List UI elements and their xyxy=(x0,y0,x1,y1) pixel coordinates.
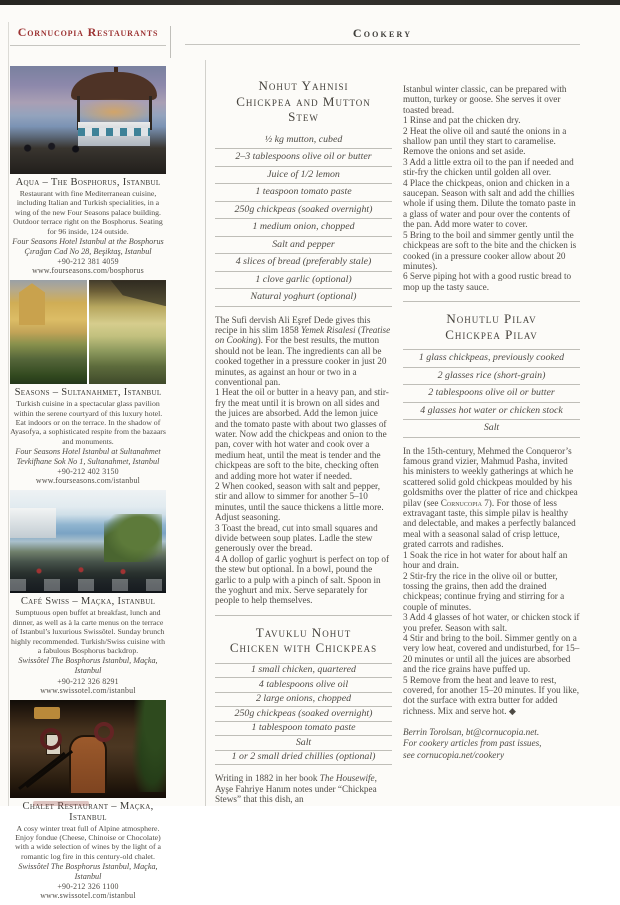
restaurant-name: Café Swiss – Maçka, Istanbul xyxy=(20,596,156,608)
restaurant-address-line2: Çırağan Cad No 28, Beşiktaş, Istanbul xyxy=(24,246,152,256)
ingredient-list xyxy=(215,663,392,766)
restaurant-description: Turkish cuisine in a spectacular glass pavilion within the serene courtyard of this luxury hotel. Eat indoors or on the terrace. In the shadow of Ayasofya, a sophisticated respite from the bazaars and monuments. xyxy=(10,399,166,446)
footer-note-line1: For cookery articles from past issues, xyxy=(403,738,542,749)
recipe-method xyxy=(215,315,392,606)
ingredient-item: 2 tablespoons olive oil or butter xyxy=(403,385,580,403)
recipes-column-2 xyxy=(403,84,580,761)
recipe-title xyxy=(403,311,580,342)
ingredient-item: 4 tablespoons olive oil xyxy=(215,678,392,693)
red-glasses-dots xyxy=(18,565,158,577)
recipe-chicken-continued xyxy=(403,84,580,292)
terrace-tables-stripe xyxy=(10,579,166,591)
recipe-step: 5 Remove from the heat and leave to rest, covered, for another 15–20 minutes. If you like, dot the surface with extra butter for added richness. Mix and serve hot. ◆ xyxy=(403,674,580,716)
cropped-page-footer-mark xyxy=(33,801,89,806)
recipe-step: 3 Toast the bread, cut into small squares and divide between soup plates. Ladle the stew generously over the bread. xyxy=(215,522,378,554)
book-title-italic: Treatise on Cooking xyxy=(215,324,391,346)
restaurant-address xyxy=(10,237,166,256)
glass-pavilion-photo-half xyxy=(89,280,166,384)
ingredient-list xyxy=(403,349,580,438)
recipe-intro-paragraph xyxy=(215,773,392,804)
recipe-step: 6 Serve piping hot with a good rustic bread to mop up the tasty sauce. xyxy=(403,271,572,292)
ingredient-item: 1 teaspoon tomato paste xyxy=(215,184,392,202)
restaurant-name: Seasons – Sultanahmet, Istanbul xyxy=(14,387,162,399)
wreath-shape xyxy=(40,728,62,750)
recipe-title-english: Chickpea Pilav xyxy=(445,326,538,342)
recipe-title-turkish: Tavuklu Nohut xyxy=(255,624,352,640)
ingredient-item: 1 clove garlic (optional) xyxy=(215,272,392,290)
recipes-column-1 xyxy=(215,78,392,805)
ingredient-item: 2 large onions, chopped xyxy=(215,693,392,708)
restaurants-sidebar xyxy=(10,66,166,905)
green-tree-shape xyxy=(104,514,162,562)
recipe-intro-paragraph xyxy=(215,315,392,388)
recipe-step: 2 Heat the olive oil and sauté the onions in a shallow pan until they start to caramelise. Remove the onions and set aside. xyxy=(403,125,567,157)
restaurant-name: Aqua – The Bosphorus, Istanbul xyxy=(15,177,161,188)
restaurant-entry-chalet xyxy=(10,700,166,901)
intro-text: ). For the best results, the mutton should not be lean. The ingredients can all be cooked together in a pressure cooker in just 20 minutes, as against an hour or two in a conventional pan. xyxy=(215,335,387,387)
ingredient-item: Juice of 1/2 lemon xyxy=(215,167,392,185)
restaurant-photo-aqua xyxy=(10,66,166,174)
ingredient-item: 1 tablespoon tomato paste xyxy=(215,722,392,737)
header-divider-line xyxy=(170,26,171,58)
restaurant-address xyxy=(10,862,166,881)
recipe-step: 2 Stir-fry the rice in the olive oil or butter, tossing the grains, then add the drained chickpeas; continue frying and stirring for a couple of minutes. xyxy=(403,570,565,612)
recipe-chicken-with-chickpeas xyxy=(215,615,392,805)
magazine-reference-smallcaps: Cornucopia 7 xyxy=(440,497,489,508)
white-building-shape xyxy=(10,508,56,538)
recipe-step: 1 Heat the oil or butter in a heavy pan, and stir-fry the meat until it is brown on all sides and the juices are absorbed. Add the lemon juice and the tomato paste with about two glasses of water. Now add the chickpeas and onion to the pan, cover with hot water and cook over a medium heat, until the meat is tender and the chickpeas are soft to the bite, checking often and adding more hot water if needed. xyxy=(215,387,389,481)
recipe-title xyxy=(215,78,392,125)
restaurant-address-line1: Four Seasons Hotel Istanbul at the Bosphorus xyxy=(12,237,164,247)
page-left-edge-line xyxy=(8,22,9,806)
diner-silhouettes xyxy=(18,140,98,158)
restaurant-photo-chalet xyxy=(10,700,166,798)
ingredient-item: 2 glasses rice (short-grain) xyxy=(403,368,580,386)
ingredient-item: Salt xyxy=(403,420,580,438)
restaurant-address xyxy=(10,656,166,675)
ivy-foliage-shape xyxy=(130,700,166,792)
chalet-door-shape xyxy=(69,735,107,793)
recipe-step: 1 Rinse and pat the chicken dry. xyxy=(403,115,521,126)
restaurant-address-line2: Tevkifhane Sok No 1, Sultanahmet, Istanbul xyxy=(16,456,160,466)
recipe-title-turkish: Nohutlu Pilav xyxy=(446,311,537,327)
ingredient-item: 1 small chicken, quartered xyxy=(215,663,392,679)
ingredient-item: Salt xyxy=(215,736,392,751)
intro-text: , Ayşe Fahriye Hanım notes under “Chickpea Stews” that this dish, an xyxy=(215,773,377,805)
recipe-step: 3 Add 4 glasses of hot water, or chicken stock if you prefer. Season with salt. xyxy=(403,612,580,633)
recipe-step: 2 When cooked, season with salt and pepper, stir and allow to simmer for another 5–10 minutes, until the sauce thickens a little more. Adjust seasoning. xyxy=(215,481,384,523)
intro-text: Writing in 1882 in her book xyxy=(215,773,320,784)
ingredient-item: 1 medium onion, chopped xyxy=(215,219,392,237)
restaurant-contact: +90-212 402 3150 www.fourseasons.com/istanbul xyxy=(35,467,141,486)
recipe-step: 5 Bring to the boil and simmer gently until the chickpeas are soft to the bite and the chicken is cooked (in a pressure cooker allow about 20 minutes). xyxy=(403,229,577,271)
restaurant-photo-seasons xyxy=(10,280,166,384)
ingredient-list xyxy=(215,132,392,307)
recipe-title-english: Chickpea and Mutton xyxy=(236,93,371,109)
hotel-tower-shape xyxy=(19,283,45,325)
recipe-title-english: Chicken with Chickpeas xyxy=(229,640,378,656)
restaurant-entry-seasons xyxy=(10,280,166,485)
restaurant-address-line1: Swissôtel The Bosphorus Istanbul, Maçka, Istanbul xyxy=(18,656,158,676)
ingredient-item: Salt and pepper xyxy=(215,237,392,255)
book-title-italic: Yemek Risalesi xyxy=(301,324,356,335)
restaurant-entry-aqua xyxy=(10,66,166,275)
ingredient-item: 4 glasses hot water or chicken stock xyxy=(403,403,580,421)
skis-shape xyxy=(18,752,66,790)
ingredient-item: 1 or 2 small dried chillies (optional) xyxy=(215,751,392,766)
restaurant-photo-cafe-swiss xyxy=(10,490,166,593)
pavilion-awning-shape xyxy=(111,280,166,306)
recipe-title-english: Stew xyxy=(288,109,319,124)
recipe-method xyxy=(403,446,580,717)
recipe-title xyxy=(215,625,392,656)
ingredient-item: 1 glass chickpeas, previously cooked xyxy=(403,349,580,368)
recipe-chickpea-pilav xyxy=(403,301,580,716)
restaurant-contact: +90-212 381 4059 www.fourseasons.com/bosphorus xyxy=(32,257,144,276)
recipe-intro-continuation: Istanbul winter classic, can be prepared with mutton, turkey or goose. She serves it over toasted bread. xyxy=(403,84,567,115)
restaurant-address-line1: Four Seasons Hotel Istanbul at Sultanahmet xyxy=(15,447,161,457)
restaurant-description: Sumptuous open buffet at breakfast, lunch and dinner, as well as à la carte menus on the terrace of Istanbul’s luxurious Swissôtel. Sunday brunch highly recommended. Turkish/Swiss cuisine with a fabulous Bosphorus backdrop. xyxy=(11,608,165,656)
intro-text: ). For those of less extravagant taste, this simple pilav is healthy and delectable, and makes a perfectly balanced meal with a seasonal salad of crisp lettuce, grated carrots and radishes. xyxy=(403,497,576,550)
byline: Berrin Torolsan, bt@cornucopia.net. xyxy=(403,727,540,738)
ingredient-item: 250g chickpeas (soaked overnight) xyxy=(215,707,392,722)
restaurant-address xyxy=(10,447,166,466)
recipe-step: 1 Soak the rice in hot water for about half an hour and drain. xyxy=(403,549,568,571)
ingredient-item: Natural yoghurt (optional) xyxy=(215,289,392,307)
chalet-sign-shape xyxy=(34,707,60,719)
recipe-step: 4 A dollop of garlic yoghurt is perfect on top of the stew but optional. In a bowl, pound the garlic to a pulp with a pinch of salt. Spoon in the yoghurt and mix. Serve separately for people to help themselves. xyxy=(215,553,390,606)
book-title-italic: The Housewife xyxy=(319,773,375,784)
recipe-chickpea-mutton-stew xyxy=(215,78,392,606)
ingredient-item: 250g chickpeas (soaked overnight) xyxy=(215,202,392,220)
footer-note-line2: see cornucopia.net/cookery xyxy=(403,749,505,760)
restaurant-entry-cafe-swiss xyxy=(10,490,166,694)
recipe-title-turkish: Nohut Yahnisi xyxy=(258,78,349,93)
restaurant-address-line1: Swissôtel The Bosphorus Istanbul, Maçka, Istanbul xyxy=(18,862,158,881)
recipe-method xyxy=(215,773,392,804)
recipe-step: 3 Add a little extra oil to the pan if needed and stir-fry the chicken until golden all over. xyxy=(403,156,574,178)
header-rule-cookery xyxy=(185,44,580,45)
restaurant-contact: +90-212 326 8291 www.swissotel.com/istanbul xyxy=(40,676,136,695)
hotel-courtyard-photo-half xyxy=(10,280,87,384)
gazebo-roof-shape xyxy=(71,72,157,100)
top-edge-bar xyxy=(0,0,620,5)
recipe-step: 4 Stir and bring to the boil. Simmer gently on a very low heat, covered and undisturbed, for 15–20 minutes or until all the juices are absorbed and the rice grains have puffed up. xyxy=(403,632,580,675)
header-rule-left xyxy=(10,45,166,46)
bar-tile-stripe xyxy=(78,128,150,136)
ingredient-item: 2–3 tablespoons olive oil or butter xyxy=(215,149,392,167)
ingredient-item: ½ kg mutton, cubed xyxy=(215,132,392,150)
recipe-intro-paragraph xyxy=(403,446,580,550)
article-footer xyxy=(403,727,580,761)
restaurant-contact: +90-212 326 1100 www.swissotel.com/istanbul xyxy=(40,882,136,901)
restaurant-description: A cosy winter treat full of Alpine atmosphere. Enjoy fondue (Cheese, Chinoise or Chocolate) with a wide selection of wines by the light of a romantic log fire in this century-old chalet. xyxy=(15,823,161,861)
restaurant-name: Chalet Restaurant – Maçka, Istanbul xyxy=(22,800,154,823)
section-title-cookery: Cookery xyxy=(352,26,413,40)
wreath-shape xyxy=(94,722,114,742)
intro-text: In the 15th-century, Mehmed the Conqueror’s famous grand vizier, Mahmud Pasha, invited his ministers to weekly gatherings at which he scattered solid gold chickpeas moulded by his goldsmiths over the platter of rice and chickpea pilav (see xyxy=(403,445,578,508)
recipe-step: 4 Place the chickpeas, onion and chicken in a saucepan. Season with salt and add the chillies whole if using them. Dilute the tomato paste in a glass of water and pour over the contents of the pan. Add more water to cover. xyxy=(403,177,576,230)
column-divider-line xyxy=(205,60,206,806)
restaurant-description: Restaurant with fine Mediterranean cuisine, including Italian and Turkish specialities, in a wing of the new Four Seasons palace building. Outdoor terrace right on the Bosphorus. Seating for 96 inside, 124 outside. xyxy=(13,189,163,236)
intro-text: ( xyxy=(355,324,361,335)
section-title-restaurants: Cornucopia Restaurants xyxy=(17,25,159,39)
ingredient-item: 4 slices of bread (preferably stale) xyxy=(215,254,392,272)
intro-text: The Sufi dervish Ali Eşref Dede gives this recipe in his slim 1858 xyxy=(215,314,371,335)
